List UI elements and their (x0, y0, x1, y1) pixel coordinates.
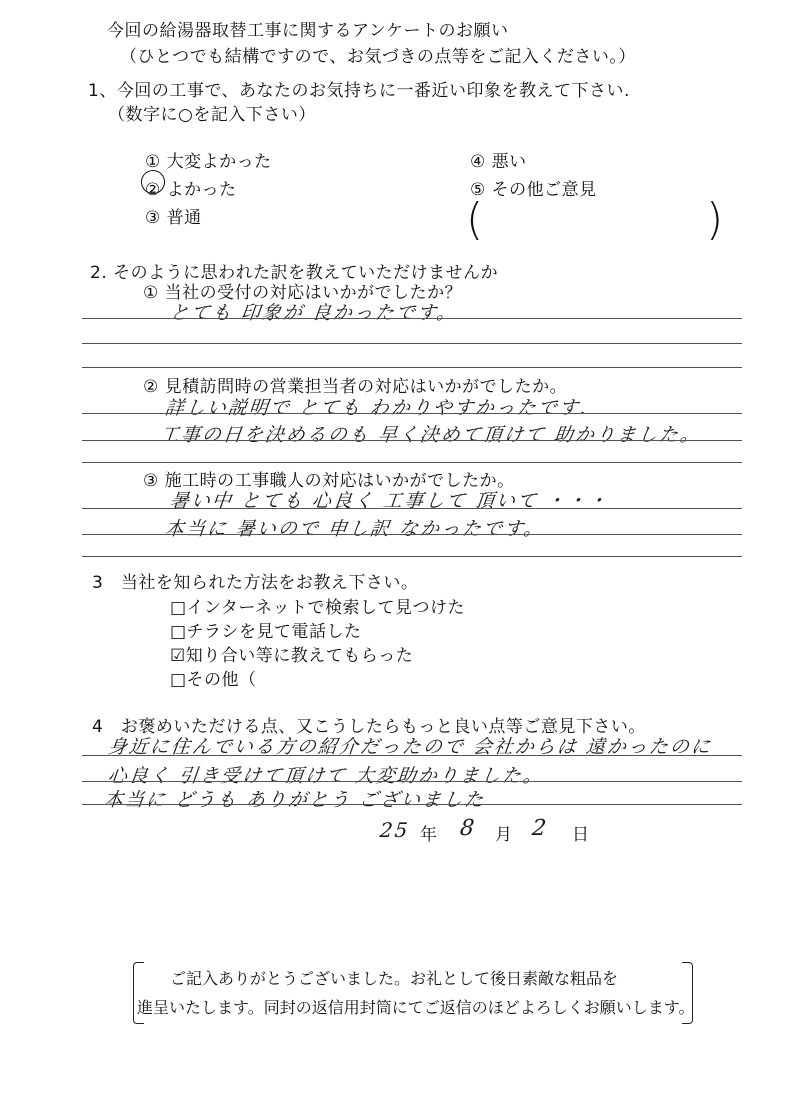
q4-question: 4 お褒めいただける点、又こうしたらもっと良い点等ご意見下さい。 (92, 717, 646, 737)
q4-answer-1[interactable]: 身近に住んでいる方の紹介だったので 会社からは 遠かったのに (106, 736, 714, 758)
q2-sub1-label: ① 当社の受付の対応はいかがでしたか？ (143, 283, 463, 303)
answer-line (82, 781, 742, 782)
q3-option-other[interactable]: □その他（ (170, 670, 257, 690)
q1-option-3[interactable]: ③ 普通 (145, 208, 202, 228)
q2-sub3-answer-2[interactable]: 本当に 暑いので 申し訳 なかったです。 (163, 518, 546, 540)
q1-option-4[interactable]: ④ 悪い (470, 152, 527, 172)
date-day[interactable]: 2 (530, 816, 550, 841)
date-month-label: 月 (495, 825, 513, 845)
q1-option-1[interactable]: ① 大変よかった (145, 152, 272, 172)
answer-line (82, 508, 742, 509)
q1-option-5[interactable]: ⑤ その他ご意見 (470, 180, 597, 200)
footer-thanks-line-2: 進呈いたします。同封の返信用封筒にてご返信のほどよろしくお願いします。 (137, 998, 695, 1017)
answer-line (82, 534, 742, 535)
q4-answer-2[interactable]: 心良く 引き受けて頂けて 大変助かりました。 (106, 765, 546, 787)
answer-line (82, 804, 742, 805)
q2-sub2-label: ② 見積訪問時の営業担当者の対応はいかがでしたか。 (143, 377, 568, 397)
q2-sub2-answer-2[interactable]: 工事の日を決めるのも 早く決めて頂けて 助かりました。 (158, 424, 703, 446)
q2-question: 2. そのように思われた訳を教えていただけませんか (90, 263, 499, 283)
q2-sub1-answer-1[interactable]: とても 印象が 良かったです。 (168, 302, 459, 324)
q4-answer-3[interactable]: 本当に どうも ありがとう ございました (102, 789, 487, 811)
q1-option-2[interactable]: ② よかった (145, 180, 237, 200)
date-month[interactable]: 8 (458, 816, 478, 841)
q1-instruction: （数字に○を記入下さい） (108, 105, 316, 125)
q3-option-flyer[interactable]: □チラシを見て電話した (170, 622, 362, 642)
answer-line (82, 556, 742, 557)
q2-sub3-answer-1[interactable]: 暑い中 とても 心良く 工事して 頂いて ・・・ (168, 490, 611, 512)
survey-title: 今回の給湯器取替工事に関するアンケートのお願い (107, 21, 509, 41)
q1-question: 1、今回の工事で、あなたのお気持ちに一番近い印象を教えて下さい. (88, 81, 630, 101)
q3-option-acquaintance[interactable]: ☑知り合い等に教えてもらった (170, 646, 414, 666)
other-opinion-paren-open: ( (466, 194, 484, 245)
answer-line (82, 755, 742, 756)
date-year-label: 年 (420, 825, 438, 845)
survey-subtitle: （ひとつでも結構ですので、お気づきの点等をご記入ください。） (120, 47, 636, 67)
answer-line (82, 318, 742, 319)
date-year[interactable]: 25 (378, 818, 411, 842)
date-day-label: 日 (572, 825, 590, 845)
q3-question: 3 当社を知られた方法をお教え下さい。 (92, 573, 419, 593)
other-opinion-paren-close: ) (706, 194, 724, 245)
answer-line (82, 367, 742, 368)
answer-line (82, 413, 742, 414)
q2-sub2-answer-1[interactable]: 詳しい説明で とても わかりやすかったです. (163, 397, 590, 419)
answer-line (82, 343, 742, 344)
q2-sub3-label: ③ 施工時の工事職人の対応はいかがでしたか。 (143, 471, 515, 491)
answer-line (82, 462, 742, 463)
q3-option-internet[interactable]: □インターネットで検索して見つけた (170, 598, 466, 618)
footer-thanks-line-1: ご記入ありがとうございました。お礼として後日素敵な粗品を (170, 969, 619, 988)
answer-line (82, 440, 742, 441)
